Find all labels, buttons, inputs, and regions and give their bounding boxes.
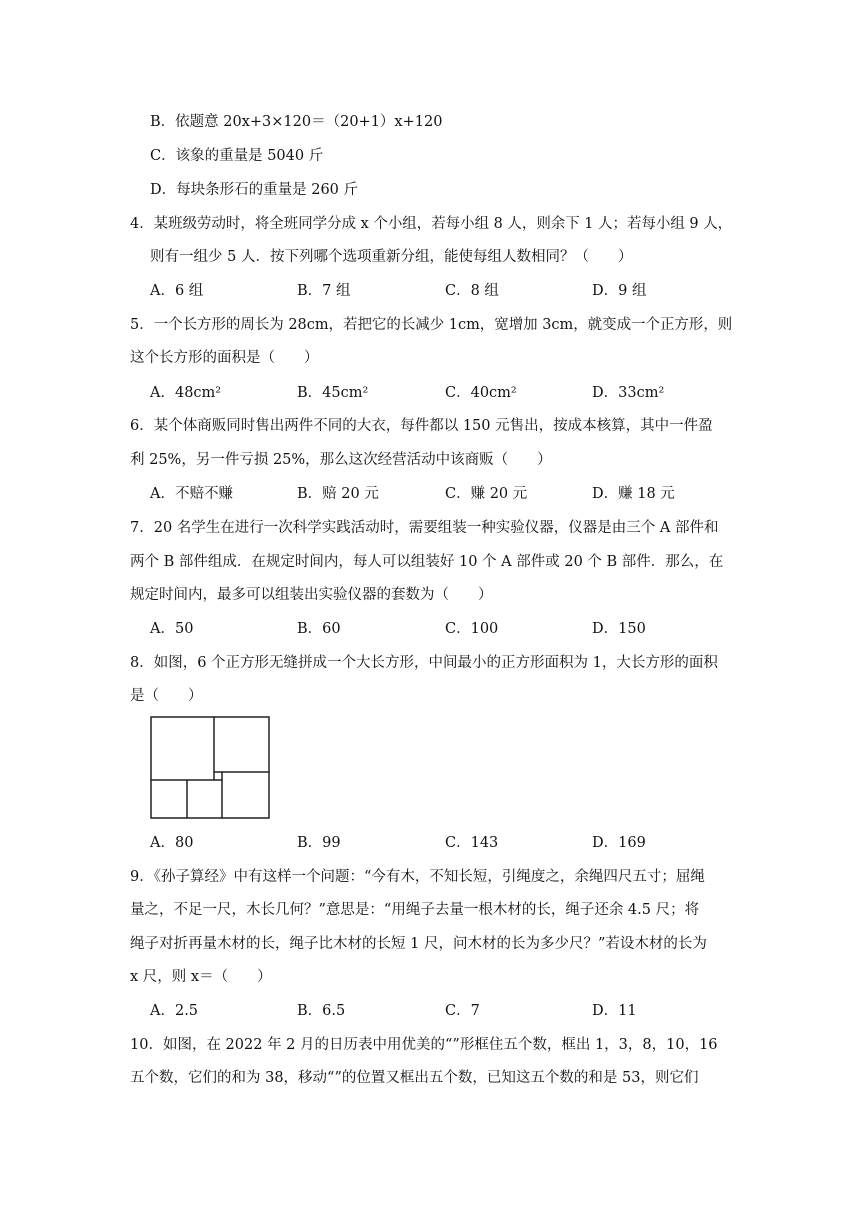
q5-option-c: C．40cm²	[445, 385, 517, 401]
q7-option-d: D．150	[592, 621, 646, 637]
q7-option-a: A．50	[150, 621, 194, 637]
q3-option-c: C．该象的重量是 5040 斤	[150, 148, 324, 164]
square-top-right	[214, 717, 269, 772]
square-bottom-left	[151, 780, 187, 818]
q10-stem-line1: 10．如图，在 2022 年 2 月的日历表中用优美的“”形框住五个数，框出 1，3，8，10，16	[130, 1037, 718, 1053]
q5-stem-line2: 这个长方形的面积是（ ）	[130, 350, 319, 366]
q6-stem-line2: 利 25%，另一件亏损 25%，那么这次经营活动中该商贩（ ）	[130, 452, 552, 468]
q3-option-d: D．每块条形石的重量是 260 斤	[150, 182, 359, 198]
q4-option-b: B．7 组	[297, 283, 351, 299]
q7-stem-line2: 两个 B 部件组成．在规定时间内，每人可以组装好 10 个 A 部件或 20 个 B 部件．那么，在	[130, 554, 724, 570]
q4-option-c: C．8 组	[445, 283, 499, 299]
q9-option-a: A．2.5	[150, 1003, 199, 1019]
q9-stem-line2: 量之，不足一尺，木长几何？”意思是：“用绳子去量一根木材的长，绳子还余 4.5 尺；将	[130, 902, 700, 918]
q6-stem-line1: 6．某个体商贩同时售出两件不同的大衣，每件都以 150 元售出，按成本核算，其中一件盈	[130, 418, 713, 434]
q4-stem-line1: 4．某班级劳动时，将全班同学分成 x 个小组，若每小组 8 人，则余下 1 人；若每小组 9 人，	[130, 216, 733, 232]
q8-stem-line1: 8．如图，6 个正方形无缝拼成一个大长方形，中间最小的正方形面积为 1，大长方形的面积	[130, 655, 718, 671]
q8-option-a: A．80	[150, 835, 194, 851]
q4-option-a: A．6 组	[150, 283, 204, 299]
square-bottom-middle	[187, 780, 222, 818]
q8-option-b: B．99	[297, 835, 341, 851]
q6-option-d: D．赚 18 元	[592, 486, 675, 502]
q7-option-b: B．60	[297, 621, 341, 637]
q9-stem-line4: x 尺，则 x＝（ ）	[130, 969, 272, 985]
q3-option-b: B．依题意 20x+3×120＝（20+1）x+120	[150, 114, 443, 130]
q9-option-d: D．11	[592, 1003, 637, 1019]
square-middle-right	[222, 772, 269, 818]
q7-option-c: C．100	[445, 621, 499, 637]
q5-option-d: D．33cm²	[592, 385, 665, 401]
squares-rectangle-figure	[150, 716, 272, 820]
q9-stem-line1: 9．《孙子算经》中有这样一个问题：“今有木，不知长短，引绳度之，余绳四尺五寸；屈绳	[130, 869, 705, 885]
q6-option-a: A．不赔不赚	[150, 486, 233, 502]
q9-option-b: B．6.5	[297, 1003, 346, 1019]
q8-option-d: D．169	[592, 835, 646, 851]
q9-stem-line3: 绳子对折再量木材的长，绳子比木材的长短 1 尺，问木材的长为多少尺？”若设木材的长为	[130, 936, 707, 952]
q5-option-a: A．48cm²	[150, 385, 222, 401]
q7-stem-line3: 规定时间内，最多可以组装出实验仪器的套数为（ ）	[130, 587, 493, 603]
q6-option-c: C．赚 20 元	[445, 486, 528, 502]
q7-stem-line1: 7．20 名学生在进行一次科学实践活动时，需要组装一种实验仪器，仪器是由三个 A 部件和	[130, 520, 719, 536]
q4-stem-line2: 则有一组少 5 人．按下列哪个选项重新分组，能使每组人数相同？（ ）	[150, 249, 633, 265]
square-smallest	[214, 772, 222, 780]
outer-rectangle	[151, 717, 269, 818]
q5-stem-line1: 5．一个长方形的周长为 28cm，若把它的长减少 1cm，宽增加 3cm，就变成一个正方形，则	[130, 317, 733, 333]
q6-option-b: B．赔 20 元	[297, 486, 379, 502]
q4-option-d: D．9 组	[592, 283, 647, 299]
q10-stem-line2: 五个数，它们的和为 38，移动“”的位置又框出五个数，已知这五个数的和是 53，则它们	[130, 1070, 699, 1086]
square-top-left	[151, 717, 214, 780]
q5-option-b: B．45cm²	[297, 385, 369, 401]
q9-option-c: C．7	[445, 1003, 480, 1019]
q8-option-c: C．143	[445, 835, 499, 851]
q8-stem-line2: 是（ ）	[130, 688, 203, 704]
